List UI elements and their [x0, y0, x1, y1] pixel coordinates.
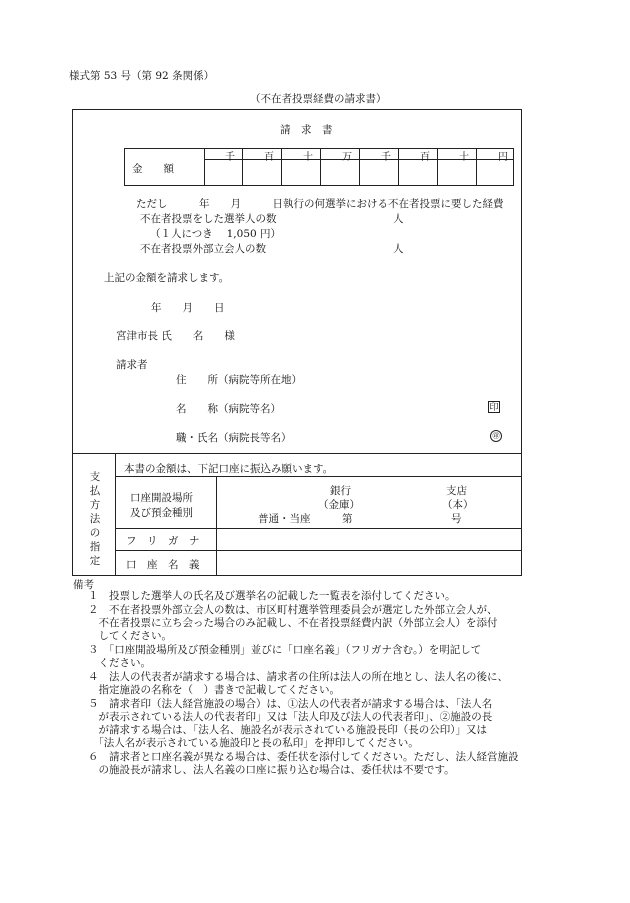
note-line: ６ 請求者と口座名義が異なる場合は、委任状を添付してください。ただし、法人経営施設 — [88, 751, 519, 763]
digit-unit: 千 — [381, 152, 391, 163]
transfer-text: 本書の金額は、下記口座に振込み願います。 — [124, 463, 334, 475]
observers-label: 不在者投票外部立会人の数 — [140, 243, 266, 255]
note-line: ５ 請求者印（法人経営施設の場合）は、①法人の代表者が請求する場合は、「法人名 — [88, 698, 493, 710]
representative-label: 職・氏名（病院長等名） — [176, 432, 292, 444]
digit-unit: 円 — [498, 152, 508, 163]
request-text: 上記の金額を請求します。 — [104, 272, 230, 284]
digit-unit: 十 — [303, 152, 313, 163]
digit-unit: 千 — [225, 152, 235, 163]
form-title: 請 求 書 — [280, 124, 333, 136]
note-line: ２ 不在者投票外部立会人の数は、市区町村選挙管理委員会が選定した外部立会人が、 — [88, 604, 498, 616]
number-word: 号 — [451, 513, 462, 525]
furigana-label: フ リ ガ ナ — [126, 535, 200, 547]
digit-unit: 百 — [420, 152, 430, 163]
tadashi-line: ただし 年 月 日執行の何選挙における不在者投票に要した経費 — [136, 198, 504, 210]
note-line: 不在者投票に立ち会った場合のみ記載し、不在者投票経費内訳（外部立会人）を添付 — [88, 617, 498, 629]
digit-unit: 百 — [264, 152, 274, 163]
branch-alt: （本） — [442, 499, 474, 511]
notes-heading: 備考 — [73, 579, 94, 591]
amount-label: 金 額 — [132, 163, 174, 175]
note-line: １ 投票した選挙人の氏名及び選挙名の記載した一覧表を添付してください。 — [88, 590, 456, 602]
note-line: 指定施設の名称を（ ）書きで記載してください。 — [88, 684, 340, 696]
form-number: 様式第 53 号（第 92 条関係） — [69, 70, 215, 82]
claimant-label: 請求者 — [116, 359, 148, 371]
note-line: 「法人名が表示されている施設印と長の私印」を押印してください。 — [88, 737, 419, 749]
voters-unit: 人 — [393, 213, 404, 225]
form-subtitle: （不在者投票経費の請求書） — [250, 93, 387, 105]
note-line: ４ 法人の代表者が請求する場合は、請求者の住所は法人の所在地とし、法人名の後に、 — [88, 671, 508, 683]
note-line: が請求する場合は、「法人名、施設名が表示されている施設長印（長の公印）」又は — [88, 724, 487, 736]
observers-unit: 人 — [393, 243, 404, 255]
note-line: ください。 — [88, 657, 151, 669]
bank-label-1: 口座開設場所 — [130, 492, 193, 504]
name-label: 名 称（病院等名） — [176, 403, 281, 415]
date-line: 年 月 日 — [151, 302, 225, 314]
rate-note: （１人につき 1,050 円） — [150, 228, 282, 240]
note-line: が表示されている法人の代表者印」又は「法人印及び法人の代表者印」、②施設の長 — [88, 711, 493, 723]
bank-label-2: 及び預金種別 — [130, 507, 193, 519]
address-label: 住 所（病院等所在地） — [176, 374, 302, 386]
bank-alt: （金庫） — [318, 499, 360, 511]
seal-mark: 印 — [489, 403, 499, 413]
digit-unit: 万 — [342, 152, 352, 163]
account-holder-label: 口 座 名 義 — [126, 559, 200, 571]
branch-word: 支店 — [446, 485, 467, 497]
addressee: 宮津市長 氏 名 様 — [116, 330, 235, 342]
payment-side-label: 支 払 方 法 の 指 定 — [89, 471, 101, 567]
voters-label: 不在者投票をした選挙人の数 — [140, 213, 277, 225]
bank-word: 銀行 — [330, 485, 351, 497]
note-line: してください。 — [88, 630, 172, 642]
digit-unit: 十 — [459, 152, 469, 163]
note-line: の施設長が請求し、法人名義の口座に振り込む場合は、委任状は不要です。 — [88, 764, 455, 776]
note-line: ３ 「口座開設場所及び預金種別」並びに「口座名義」（フリガナ含む。）を明記して — [88, 644, 482, 656]
account-type: 普通・当座 第 — [258, 513, 353, 525]
representative-seal-mark: ㊞ — [490, 430, 502, 442]
